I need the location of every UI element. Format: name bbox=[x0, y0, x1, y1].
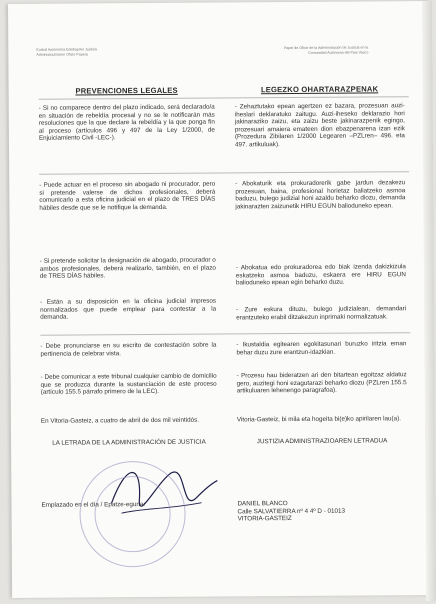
header-left-line1: Euskal Autonomia Erkidegoko Justizia bbox=[36, 47, 98, 52]
right-para-5: - Ikustaldia egitearen egokitasunari buruzko iritzia eman behar duzu zure erantzun-idazkian. bbox=[236, 340, 407, 357]
header-right-line2: Comunidad Autónoma del País Vasco bbox=[308, 50, 369, 55]
recipient-address: Calle SALVATIERRA nº 4 4º D - 01013 bbox=[237, 507, 346, 516]
header-left bbox=[36, 47, 166, 58]
header-left-line2: Administrazioaren Ofizio Papera bbox=[36, 52, 88, 57]
header-right bbox=[228, 45, 368, 56]
separator bbox=[39, 96, 409, 100]
seal-inner-ring bbox=[94, 476, 171, 553]
right-para-3: - Abokatua edo prokuradorea edo biak izenda dakizkizula eskatzeko asmoa baduzu, eskaera ere HIRU EGUN balioduneko epean egin beharko duzu. bbox=[235, 263, 406, 287]
left-para-6: - Debe comunicar a este tribunal cualquier cambio de domicilio que se produzca durante la sustanciación de este proceso (artículo 155.5 párrafo primero de la LEC). bbox=[40, 372, 217, 396]
left-column-title: PREVENCIONES LEGALES bbox=[75, 85, 178, 96]
document-page bbox=[8, 1, 436, 598]
right-signer: JUSTIZIA ADMINISTRAZIOAREN LETRADUA bbox=[256, 437, 388, 446]
right-para-2: - Abokaturik eta prokuradorerik gabe jardun dezakezu prozesuan, baina, profesional horietaz baliatzeko asmoa baduzu, bulego judizial honi azaldu beharko diozu, demanda jakinarazten zaizunetik HIRU EGUN balioduneko epean. bbox=[235, 179, 406, 211]
separator bbox=[39, 171, 409, 175]
official-seal-stamp bbox=[79, 461, 186, 568]
header-right-line1: Papel de Oficio de la Administración de Justicia en la bbox=[283, 45, 369, 51]
right-date: Vitoria-Gasteiz, bi mila eta hogeita bi(e)ko apirilaren lau(a). bbox=[236, 415, 401, 424]
left-para-1: - Si no comparece dentro del plazo indicado, será declarado/a en situación de rebeldía procesal y no se le notificarán más resoluciones que la que declare la rebeldía y la que ponga fin al proceso (artículos 496 y 497 de la Ley 1/2000, de Enjuiciamiento Civil -LEC-). bbox=[38, 103, 215, 143]
left-para-3: - Si pretende solicitar la designación de abogado, procurador o ambos profesionales, deberá realizarlo, también, en el plazo de TRES DÍAS hábiles. bbox=[39, 256, 216, 280]
right-para-4: - Zure eskura dituzu, bulego judizialean, demandari erantzuteko erabil ditzakezun inprimaki normalizatuak. bbox=[236, 305, 407, 322]
left-signer: LA LETRADA DE LA ADMINISTRACIÓN DE JUSTICIA bbox=[52, 438, 206, 447]
right-column-title-wrap bbox=[235, 84, 405, 94]
separator bbox=[40, 332, 410, 336]
right-para-6: - Prozesu hau bideratzen ari den bitartean egoitzaz aldatuz gero, auzitegi honi ezagutarazi beharko diozu (PZLren 155.5 artikuluaren lehenengo paragrafoa). bbox=[236, 371, 407, 395]
page-edge bbox=[422, 1, 436, 601]
left-column-title-wrap bbox=[39, 86, 215, 96]
recipient-block bbox=[237, 499, 407, 523]
left-para-2: - Puede actuar en el proceso sin abogado ni procurador, pero si pretende valerse de dichos profesionales, deberá comunicarlo a esta oficina judicial en el plazo de TRES DÍAS hábiles desde que se le notifique la demanda. bbox=[39, 180, 216, 212]
right-para-1: - Zehaztutako epean agertzen ez bazara, prozesuan auzi-iheslari deklaratuko zaitugu. Auzi-iheseko deklarazio hori jakinaraziko zaizu, eta zaizu beste jakinarazpenik egingo, prozesuari amaiera emateen dion ebazpenarena izan ezik (Prozedura Zibilaren 1/2000 Legearen –PZLren– 496. eta 497. artikuluak). bbox=[234, 102, 405, 149]
emplazado-line: Emplazado en el día / Epatze-eguna: bbox=[41, 501, 146, 509]
recipient-city: VITORIA-GASTEIZ bbox=[237, 515, 292, 523]
recipient-name: DANIEL BLANCO bbox=[237, 500, 288, 508]
left-date: En Vitoria-Gasteiz, a cuatro de abril de dos mil veintidós. bbox=[40, 416, 200, 425]
left-para-4: - Están a su disposición en la oficina judicial impresos normalizados que puede emplear para contestar a la demanda. bbox=[40, 297, 217, 321]
left-para-5: - Debe pronunciarse en su escrito de contestación sobre la pertinencia de celebrar vista. bbox=[40, 341, 217, 358]
right-column-title: LEGEZKO OHARTARAZPENAK bbox=[260, 84, 379, 95]
